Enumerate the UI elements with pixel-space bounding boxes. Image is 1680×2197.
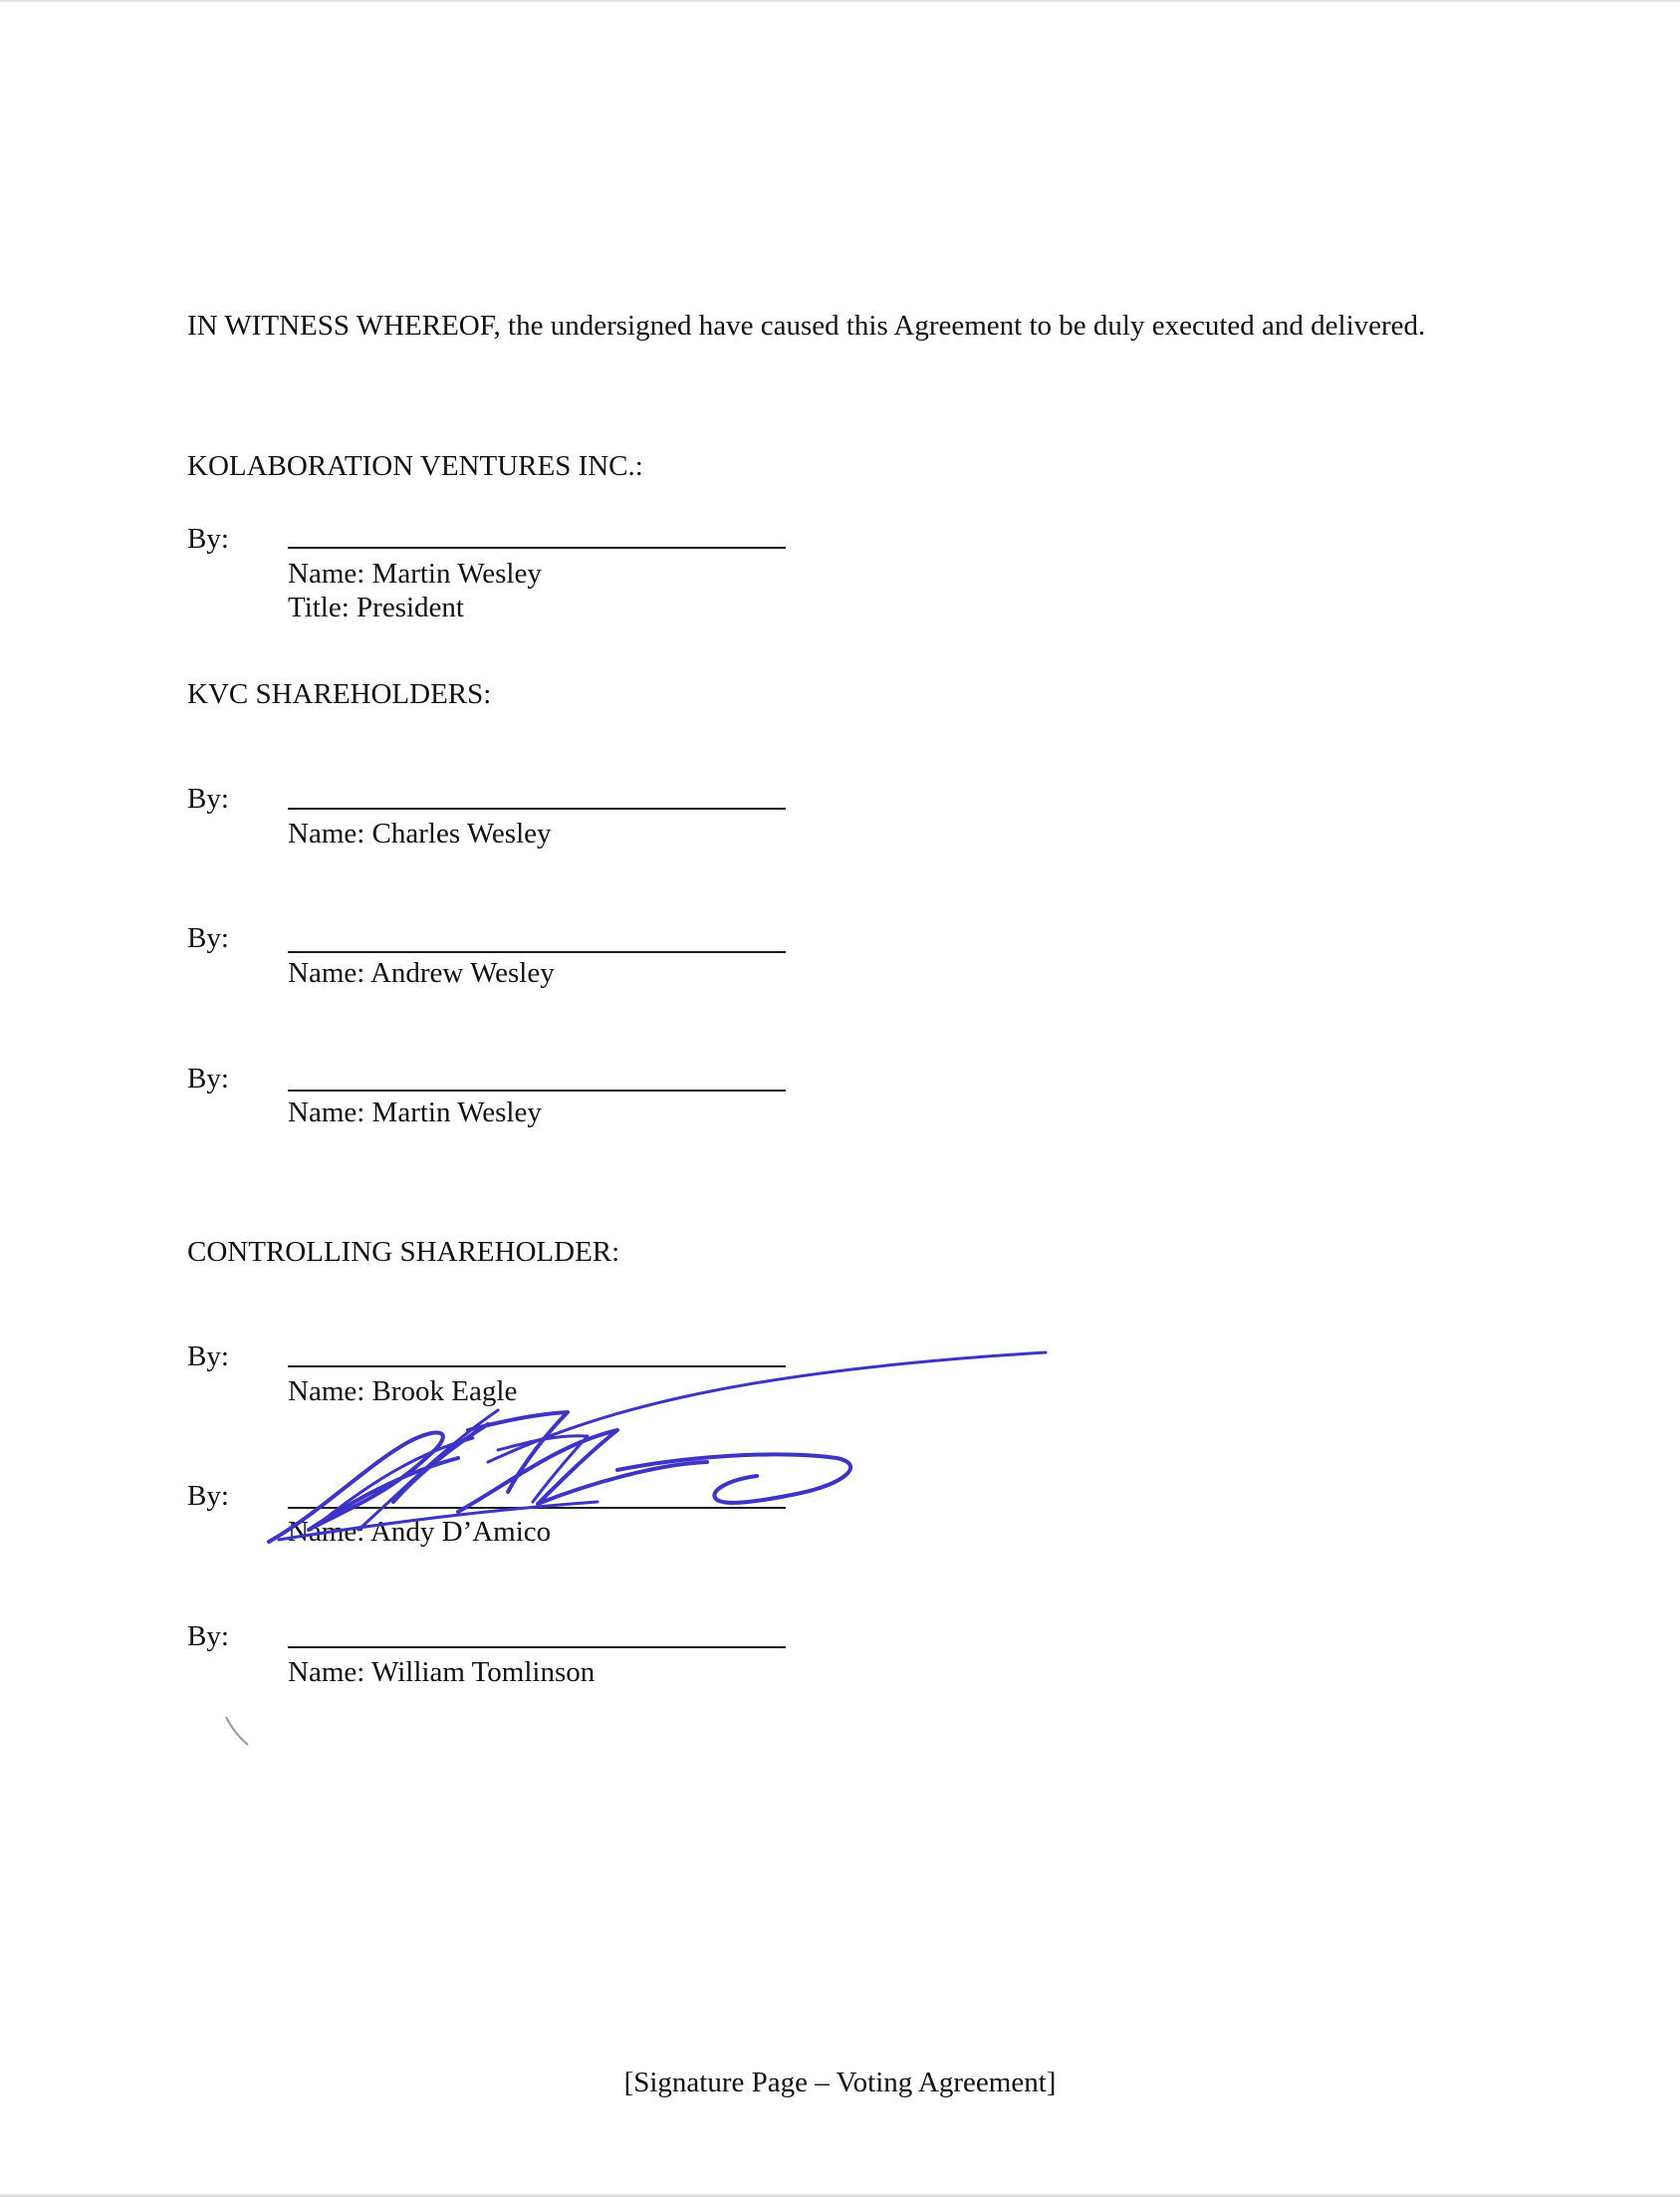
- signature-final-loop-stroke: [617, 1454, 850, 1502]
- controlling-heading: CONTROLLING SHAREHOLDER:: [187, 1236, 620, 1268]
- kvc-signer-2-name: Name: Andrew Wesley: [288, 957, 555, 989]
- signature-swoosh-stroke: [458, 1430, 707, 1512]
- kvc-signer-2-by-label: By:: [187, 922, 229, 954]
- kvc-signer-3-by-label: By:: [187, 1063, 229, 1095]
- signature-letter-stroke: [468, 1412, 568, 1492]
- kvc-signer-3-signature-line: [288, 1090, 786, 1092]
- controlling-signer-1-by-label: By:: [187, 1341, 229, 1372]
- controlling-signer-3-by-label: By:: [187, 1620, 229, 1652]
- scan-bottom-edge: [0, 2193, 1680, 2197]
- controlling-signer-3-signature-line: [288, 1646, 786, 1648]
- scan-top-edge: [0, 0, 1680, 3]
- kolaboration-signer-title: Title: President: [288, 592, 464, 623]
- controlling-signer-2-by-label: By:: [187, 1480, 229, 1512]
- handwritten-signature: [259, 1335, 1056, 1574]
- kolaboration-heading: KOLABORATION VENTURES INC.:: [187, 450, 643, 482]
- controlling-signer-2-name: Name: Andy D’Amico: [288, 1516, 552, 1548]
- kvc-signer-1-signature-line: [288, 808, 786, 810]
- kvc-heading: KVC SHAREHOLDERS:: [187, 678, 492, 710]
- kvc-signer-1-name: Name: Charles Wesley: [288, 818, 552, 850]
- witness-clause: IN WITNESS WHEREOF, the undersigned have caused this Agreement to be duly executed and delivered.: [187, 310, 1426, 342]
- controlling-signer-3-name: Name: William Tomlinson: [288, 1656, 596, 1688]
- kolaboration-signer-name: Name: Martin Wesley: [288, 558, 542, 590]
- signature-page-footer: [Signature Page – Voting Agreement]: [623, 2067, 1057, 2098]
- scan-mark: [224, 1715, 254, 1751]
- kvc-signer-1-by-label: By:: [187, 783, 229, 815]
- kvc-signer-3-name: Name: Martin Wesley: [288, 1097, 542, 1128]
- kvc-signer-2-signature-line: [288, 951, 786, 953]
- kolaboration-signature-line: [288, 547, 786, 549]
- controlling-signer-1-name: Name: Brook Eagle: [288, 1375, 518, 1407]
- kolaboration-by-label: By:: [187, 523, 229, 555]
